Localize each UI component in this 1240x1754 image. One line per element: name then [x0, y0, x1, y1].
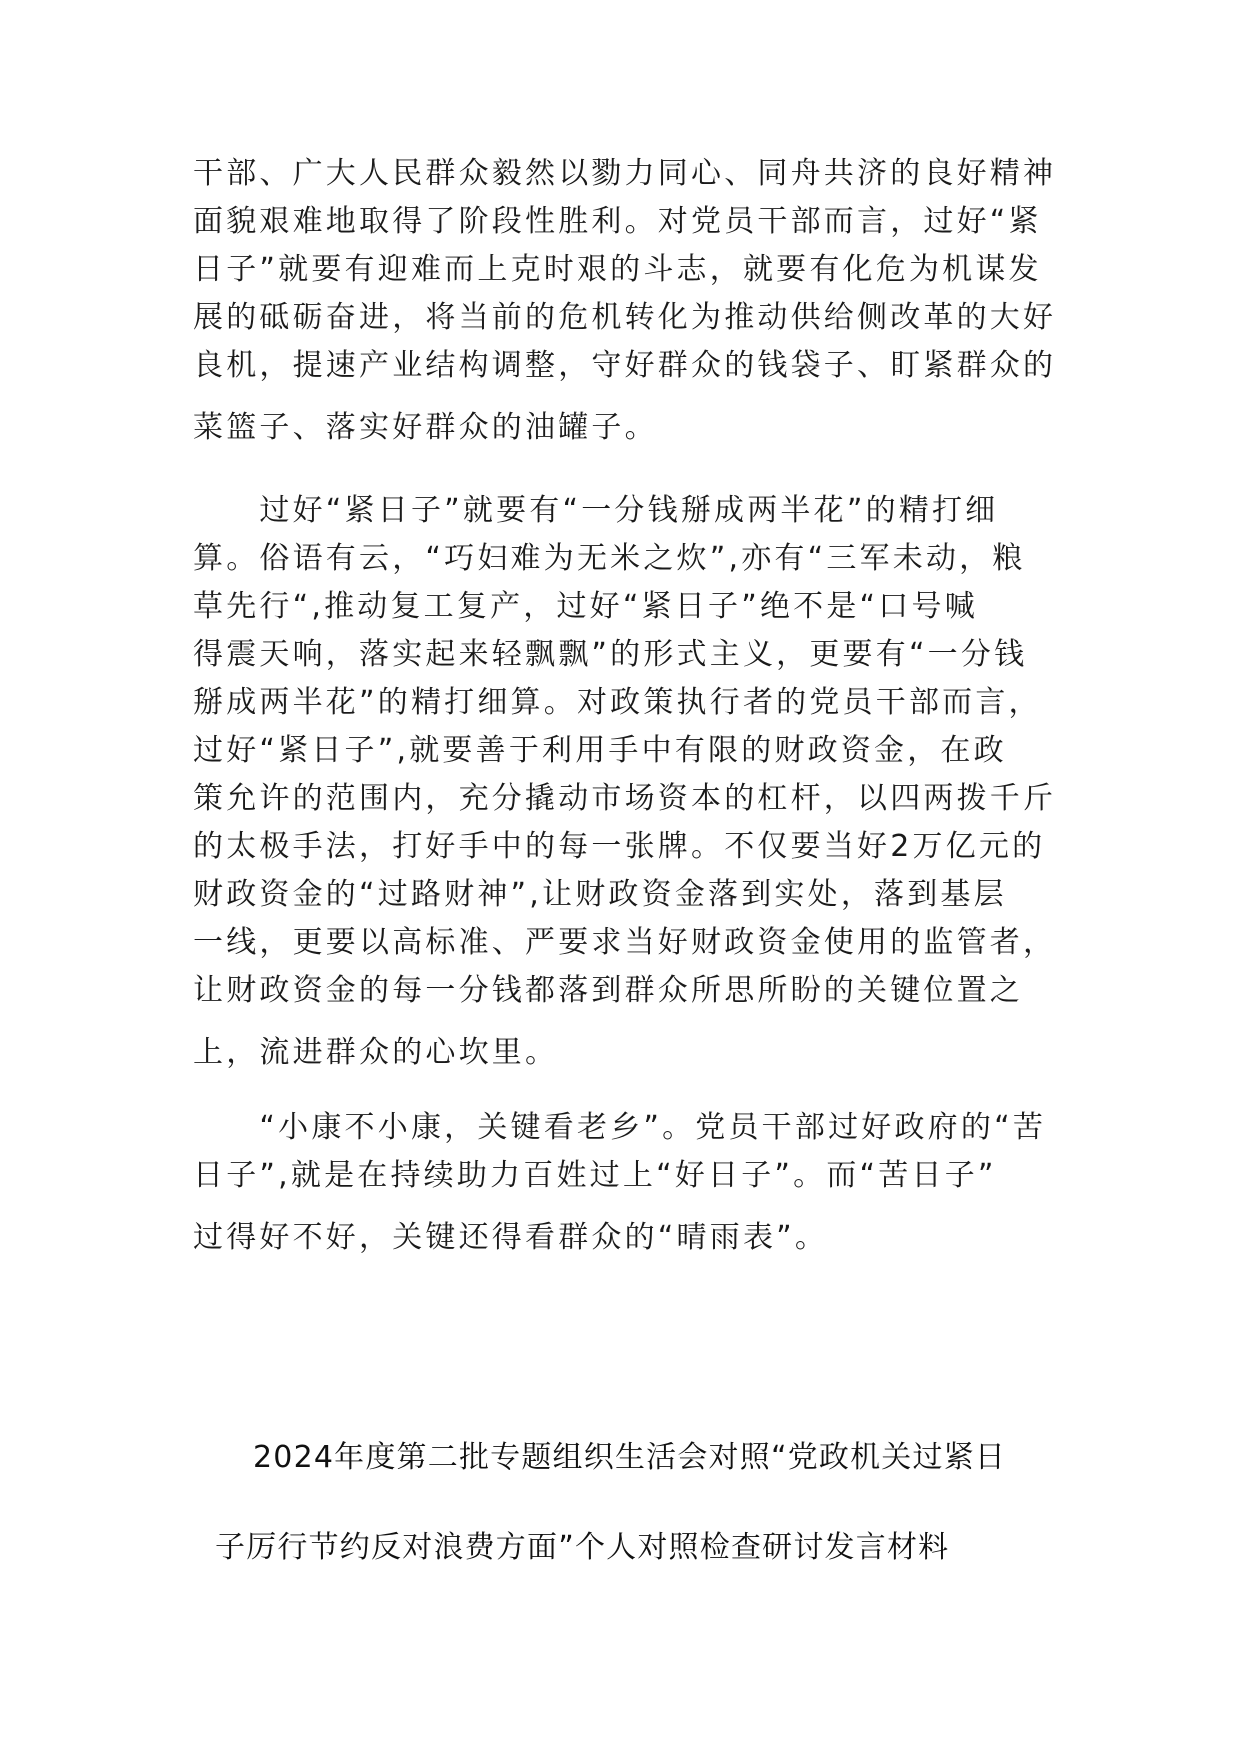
text-line: 过好“紧日子”,就要善于利用手中有限的财政资金，在政 — [193, 733, 1007, 768]
text-line: 菜篮子、落实好群众的油罐子。 — [193, 410, 658, 445]
text-line: 展的砥砺奋进，将当前的危机转化为推动供给侧改革的大好 — [193, 300, 1057, 335]
text-line: 财政资金的“过路财神”,让财政资金落到实处，落到基层 — [193, 877, 1007, 912]
paragraph-2 — [193, 487, 1063, 1077]
paragraph-3 — [193, 1104, 1063, 1262]
text-line: 日子”就要有迎难而上克时艰的斗志，就要有化危为机谋发 — [193, 252, 1042, 287]
document-title-line-2: 子厉行节约反对浪费方面”个人对照检查研讨发言材料 — [215, 1530, 950, 1565]
text-line: 日子”,就是在持续助力百姓过上“好日子”。而“苦日子” — [193, 1158, 997, 1193]
text-line: 掰成两半花”的精打细算。对政策执行者的党员干部而言， — [193, 685, 1042, 720]
text-line: “小康不小康，关键看老乡”。党员干部过好政府的“苦 — [193, 1110, 1047, 1145]
text-line: 面貌艰难地取得了阶段性胜利。对党员干部而言，过好“紧 — [193, 204, 1042, 239]
document-title-line-1: 2024年度第二批专题组织生活会对照“党政机关过紧日 — [253, 1440, 1007, 1475]
text-line: 算。俗语有云，“巧妇难为无米之炊”,亦有“三军未动，粮 — [193, 541, 1026, 576]
text-line: 良机，提速产业结构调整，守好群众的钱袋子、盯紧群众的 — [193, 348, 1057, 383]
text-line: 得震天响，落实起来轻飘飘”的形式主义，更要有“一分钱 — [193, 637, 1028, 672]
text-line: 干部、广大人民群众毅然以勠力同心、同舟共济的良好精神 — [193, 156, 1057, 191]
text-line: 过得好不好，关键还得看群众的“晴雨表”。 — [193, 1220, 829, 1255]
text-line: 的太极手法，打好手中的每一张牌。不仅要当好2万亿元的 — [193, 829, 1046, 864]
text-line: 过好“紧日子”就要有“一分钱掰成两半花”的精打细 — [193, 493, 999, 528]
text-line: 让财政资金的每一分钱都落到群众所思所盼的关键位置之 — [193, 973, 1023, 1008]
paragraph-1 — [193, 150, 1063, 452]
text-line: 上，流进群众的心坎里。 — [193, 1035, 559, 1070]
text-line: 策允许的范围内，充分撬动市场资本的杠杆，以四两拨千斤 — [193, 781, 1057, 816]
text-line: 一线，更要以高标准、严要求当好财政资金使用的监管者， — [193, 925, 1057, 960]
text-line: 草先行“,推动复工复产，过好“紧日子”绝不是“口号喊 — [193, 589, 978, 624]
